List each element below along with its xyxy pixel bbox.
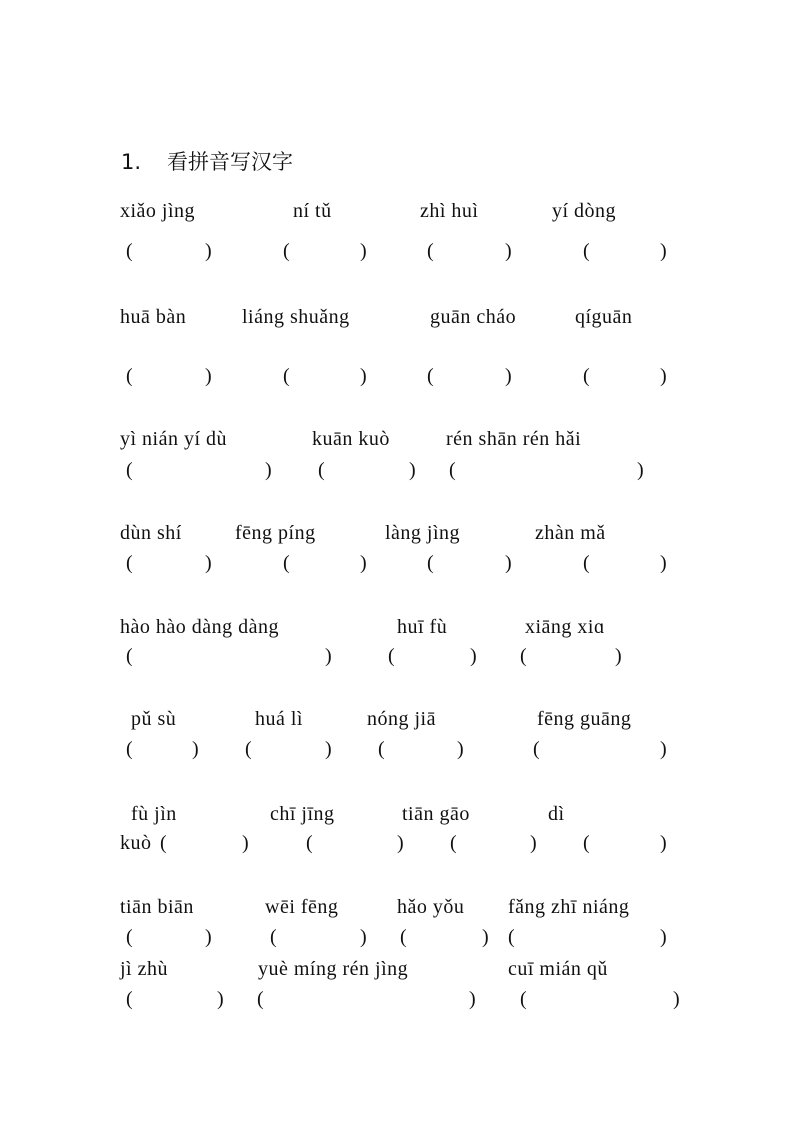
answer-bracket-open: ( — [520, 645, 527, 667]
answer-bracket-close: ) — [360, 552, 367, 574]
pinyin-prompt: kuò — [120, 832, 152, 854]
answer-bracket-open: ( — [160, 832, 167, 854]
pinyin-prompt: qíguān — [575, 306, 633, 328]
answer-bracket-close: ) — [530, 832, 537, 854]
answer-bracket-close: ) — [615, 645, 622, 667]
answer-bracket-open: ( — [520, 988, 527, 1010]
answer-bracket-open: ( — [583, 552, 590, 574]
answer-bracket-open: ( — [126, 926, 133, 948]
answer-bracket-open: ( — [126, 988, 133, 1010]
answer-bracket-close: ) — [457, 738, 464, 760]
answer-bracket-open: ( — [450, 832, 457, 854]
pinyin-prompt: jì zhù — [120, 958, 168, 980]
answer-bracket-open: ( — [318, 459, 325, 481]
answer-bracket-close: ) — [470, 645, 477, 667]
answer-bracket-close: ) — [637, 459, 644, 481]
pinyin-prompt: rén shān rén hǎi — [446, 428, 582, 450]
answer-bracket-close: ) — [325, 738, 332, 760]
answer-bracket-close: ) — [505, 365, 512, 387]
pinyin-prompt: dì — [548, 803, 565, 825]
answer-bracket-open: ( — [257, 988, 264, 1010]
pinyin-prompt: zhì huì — [420, 200, 479, 222]
answer-bracket-open: ( — [126, 459, 133, 481]
answer-bracket-close: ) — [360, 240, 367, 262]
pinyin-prompt: fēng guāng — [537, 708, 632, 730]
pinyin-prompt: hào hào dàng dàng — [120, 616, 280, 638]
answer-bracket-close: ) — [505, 552, 512, 574]
pinyin-prompt: hǎo yǒu — [397, 896, 465, 918]
answer-bracket-close: ) — [217, 988, 224, 1010]
answer-bracket-close: ) — [660, 738, 667, 760]
pinyin-prompt: yuè míng rén jìng — [258, 958, 409, 980]
answer-bracket-close: ) — [205, 365, 212, 387]
pinyin-prompt: chī jīng — [270, 803, 335, 825]
answer-bracket-open: ( — [449, 459, 456, 481]
answer-bracket-open: ( — [378, 738, 385, 760]
answer-bracket-open: ( — [126, 552, 133, 574]
answer-bracket-close: ) — [673, 988, 680, 1010]
section-number: 1. — [121, 150, 142, 174]
pinyin-prompt: xiāng xiɑ — [525, 616, 605, 638]
answer-bracket-open: ( — [126, 738, 133, 760]
answer-bracket-close: ) — [325, 645, 332, 667]
pinyin-prompt: huā bàn — [120, 306, 187, 328]
pinyin-prompt: liáng shuǎng — [242, 306, 350, 328]
answer-bracket-open: ( — [306, 832, 313, 854]
pinyin-prompt: dùn shí — [120, 522, 182, 544]
pinyin-prompt: wēi fēng — [265, 896, 339, 918]
answer-bracket-close: ) — [482, 926, 489, 948]
answer-bracket-open: ( — [283, 552, 290, 574]
answer-bracket-open: ( — [126, 645, 133, 667]
pinyin-prompt: cuī mián qǔ — [508, 958, 608, 980]
answer-bracket-close: ) — [205, 926, 212, 948]
answer-bracket-close: ) — [265, 459, 272, 481]
answer-bracket-close: ) — [660, 552, 667, 574]
answer-bracket-close: ) — [505, 240, 512, 262]
pinyin-prompt: yì nián yí dù — [120, 428, 228, 450]
answer-bracket-close: ) — [660, 365, 667, 387]
answer-bracket-open: ( — [583, 832, 590, 854]
answer-bracket-close: ) — [660, 240, 667, 262]
pinyin-prompt: làng jìng — [385, 522, 461, 544]
answer-bracket-close: ) — [660, 832, 667, 854]
pinyin-prompt: tiān gāo — [402, 803, 470, 825]
answer-bracket-close: ) — [192, 738, 199, 760]
answer-bracket-open: ( — [400, 926, 407, 948]
answer-bracket-open: ( — [245, 738, 252, 760]
answer-bracket-open: ( — [533, 738, 540, 760]
answer-bracket-open: ( — [126, 240, 133, 262]
answer-bracket-close: ) — [469, 988, 476, 1010]
answer-bracket-open: ( — [508, 926, 515, 948]
pinyin-prompt: ní tǔ — [293, 200, 332, 222]
answer-bracket-close: ) — [205, 552, 212, 574]
pinyin-prompt: fēng píng — [235, 522, 316, 544]
answer-bracket-open: ( — [427, 365, 434, 387]
pinyin-prompt: nóng jiā — [367, 708, 436, 730]
pinyin-prompt: guān cháo — [430, 306, 517, 328]
answer-bracket-open: ( — [270, 926, 277, 948]
answer-bracket-close: ) — [360, 926, 367, 948]
pinyin-prompt: kuān kuò — [312, 428, 390, 450]
answer-bracket-open: ( — [283, 240, 290, 262]
answer-bracket-close: ) — [409, 459, 416, 481]
answer-bracket-close: ) — [242, 832, 249, 854]
pinyin-prompt: huī fù — [397, 616, 448, 638]
pinyin-prompt: tiān biān — [120, 896, 194, 918]
answer-bracket-open: ( — [583, 365, 590, 387]
answer-bracket-open: ( — [388, 645, 395, 667]
answer-bracket-open: ( — [126, 365, 133, 387]
pinyin-prompt: huá lì — [255, 708, 303, 730]
section-heading — [121, 146, 293, 176]
pinyin-prompt: fǎng zhī niáng — [508, 896, 630, 918]
answer-bracket-close: ) — [397, 832, 404, 854]
answer-bracket-close: ) — [360, 365, 367, 387]
pinyin-prompt: pǔ sù — [131, 708, 177, 730]
pinyin-prompt: zhàn mǎ — [535, 522, 606, 544]
section-title: 看拼音写汉字 — [167, 150, 294, 174]
pinyin-prompt: yí dòng — [552, 200, 617, 222]
answer-bracket-open: ( — [427, 240, 434, 262]
pinyin-prompt: xiǎo jìng — [120, 200, 196, 222]
answer-bracket-close: ) — [205, 240, 212, 262]
answer-bracket-open: ( — [283, 365, 290, 387]
answer-bracket-open: ( — [427, 552, 434, 574]
pinyin-prompt: fù jìn — [131, 803, 177, 825]
answer-bracket-open: ( — [583, 240, 590, 262]
answer-bracket-close: ) — [660, 926, 667, 948]
